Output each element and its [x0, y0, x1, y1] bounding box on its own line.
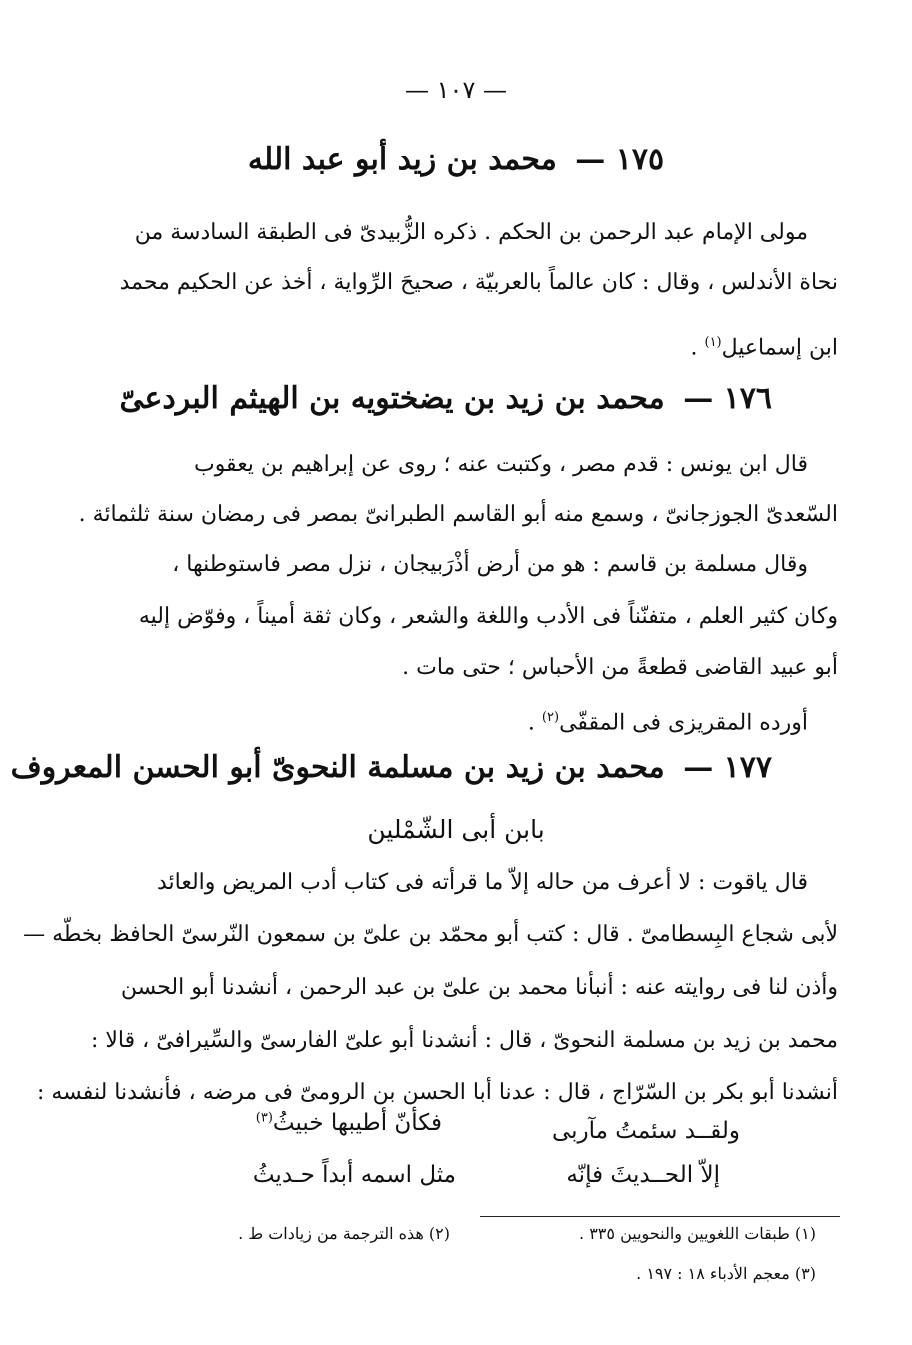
- text-line: محمد بن زيد بن مسلمة النحوىّ ، قال : أنشدنا أبو علىّ الفارسىّ والسِّيرافىّ ، قالا :: [90, 1028, 838, 1053]
- entry-number: ١٧٥ —: [575, 142, 665, 177]
- text-fragment: ابن إسماعيل: [721, 335, 838, 361]
- text-fragment: .: [690, 335, 705, 361]
- verse-hemistich-second: [256, 1110, 442, 1136]
- footnote-3: (٣) معجم الأدباء ١٨ : ١٩٧ .: [636, 1264, 816, 1283]
- page-number: — ١٠٧ —: [405, 76, 507, 104]
- footnote-ref: (٢): [541, 710, 560, 725]
- text-line: وأذن لنا فى روايته عنه : أنبأنا محمد بن علىّ بن عبد الرحمن ، أنشدنا أبو الحسن: [120, 975, 838, 1000]
- entry-title: محمد بن زيد بن مسلمة النحوىّ أبو الحسن المعروف: [10, 750, 665, 785]
- verse-hemistich-first: إلاّ الحــديثَ فإنّه: [566, 1162, 720, 1188]
- footnote-ref: (١): [704, 335, 722, 350]
- entry-title: محمد بن زيد أبو عبد الله: [247, 142, 557, 177]
- text-line: قال ابن يونس : قدم مصر ، وكتبت عنه ؛ روى عن إبراهيم بن يعقوب: [193, 452, 808, 477]
- entry-heading-176: [100, 381, 772, 416]
- text-line: وكان كثير العلم ، متفنّناً فى الأدب واللغة والشعر ، وكان ثقة أميناً ، وفوّض إليه: [138, 604, 838, 629]
- footnote-2: (٢) هذه الترجمة من زيادات ط .: [238, 1224, 450, 1243]
- entry-heading-175: [60, 142, 852, 177]
- text-fragment: .: [527, 710, 542, 736]
- text-line: السّعدىّ الجوزجانىّ ، وسمع منه أبو القاسم الطبرانىّ بمصر فى رمضان سنة ثلثمائة .: [78, 502, 838, 527]
- entry-number: ١٧٦ —: [683, 381, 772, 416]
- text-line: قال ياقوت : لا أعرف من حاله إلاّ ما قرأته فى كتاب أدب المريض والعائد: [156, 870, 808, 895]
- text-line: وقال مسلمة بن قاسم : هو من أرض أذْرَبيجان ، نزل مصر فاستوطنها ،: [172, 552, 808, 577]
- text-fragment: أورده المقريزى فى المقفّى: [559, 710, 808, 736]
- text-line: نحاة الأندلس ، وقال : كان عالماً بالعربيّة ، صحيحَ الرِّواية ، أخذ عن الحكيم محمد: [119, 270, 838, 295]
- verse-text: فكأنّ أطيبها خبيثُ: [272, 1110, 442, 1136]
- text-line: لأبى شجاع البِسطامىّ . قال : كتب أبو محمّد بن علىّ بن سمعون النّرسىّ الحافظ بخطّه —: [23, 922, 838, 947]
- text-line: [108, 318, 838, 372]
- footnote-ref: (٣): [255, 1110, 273, 1126]
- entry-heading-177: [10, 750, 772, 785]
- verse-hemistich-first: ولقــد سئمتُ مآربى: [551, 1118, 740, 1144]
- text-line: مولى الإمام عبد الرحمن بن الحكم . ذكره الزُّبيدىّ فى الطبقة السادسة من: [134, 220, 808, 245]
- text-line: أبو عبيد القاضى قطعةً من الأحباس ؛ حتى مات .: [402, 655, 838, 680]
- entry-title: محمد بن زيد بن يضختويه بن الهيثم البردعىّ: [119, 381, 665, 416]
- footnote-divider: [480, 1216, 840, 1217]
- verse-hemistich-second: مثل اسمه أبداً حـديثُ: [252, 1162, 456, 1188]
- text-line: أنشدنا أبو بكر بن السّرّاج ، قال : عدنا أبا الحسن بن الرومىّ فى مرضه ، فأنشدنا لنفسه :: [36, 1080, 838, 1105]
- footnote-1: (١) طبقات اللغويين والنحويين ٣٣٥ .: [579, 1224, 816, 1243]
- text-line: [108, 693, 808, 747]
- entry-subtitle: بابن أبى الشّمْلين: [367, 815, 545, 844]
- entry-number: ١٧٧ —: [683, 750, 772, 785]
